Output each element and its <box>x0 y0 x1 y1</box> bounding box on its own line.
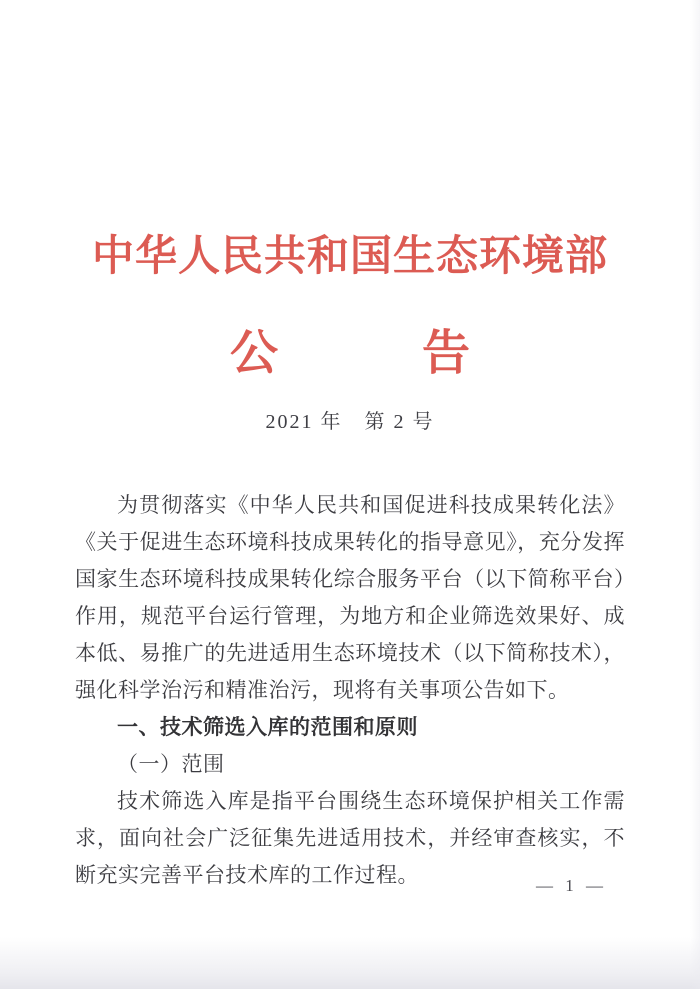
body-paragraph-2: 技术筛选入库是指平台围绕生态环境保护相关工作需求，面向社会广泛征集先进适用技术，并经审查核实，不断充实完善平台技术库的工作过程。 <box>75 788 625 887</box>
page-number: — 1 — <box>536 876 607 895</box>
document-body <box>75 487 625 894</box>
subsection-heading-1: （一）范围 <box>117 751 225 776</box>
announcement-title: 公 告 <box>229 326 470 380</box>
body-paragraph-1: 为贯彻落实《中华人民共和国促进科技成果转化法》《关于促进生态环境科技成果转化的指导意见》，充分发挥国家生态环境科技成果转化综合服务平台（以下简称平台）作用，规范平台运行管理，为地方和企业筛选效果好、成本低、易推广的先进适用生态环境技术（以下简称技术），强化科学治污和精准治污，现将有关事项公告如下。 <box>75 492 625 702</box>
scan-shadow-right <box>690 0 700 989</box>
issue-number-line: 2021 年 第 2 号 <box>265 410 435 433</box>
scan-shadow-bottom <box>0 937 700 989</box>
section-heading-1: 一、技术筛选入库的范围和原则 <box>117 715 418 739</box>
ministry-title: 中华人民共和国生态环境部 <box>91 234 608 280</box>
